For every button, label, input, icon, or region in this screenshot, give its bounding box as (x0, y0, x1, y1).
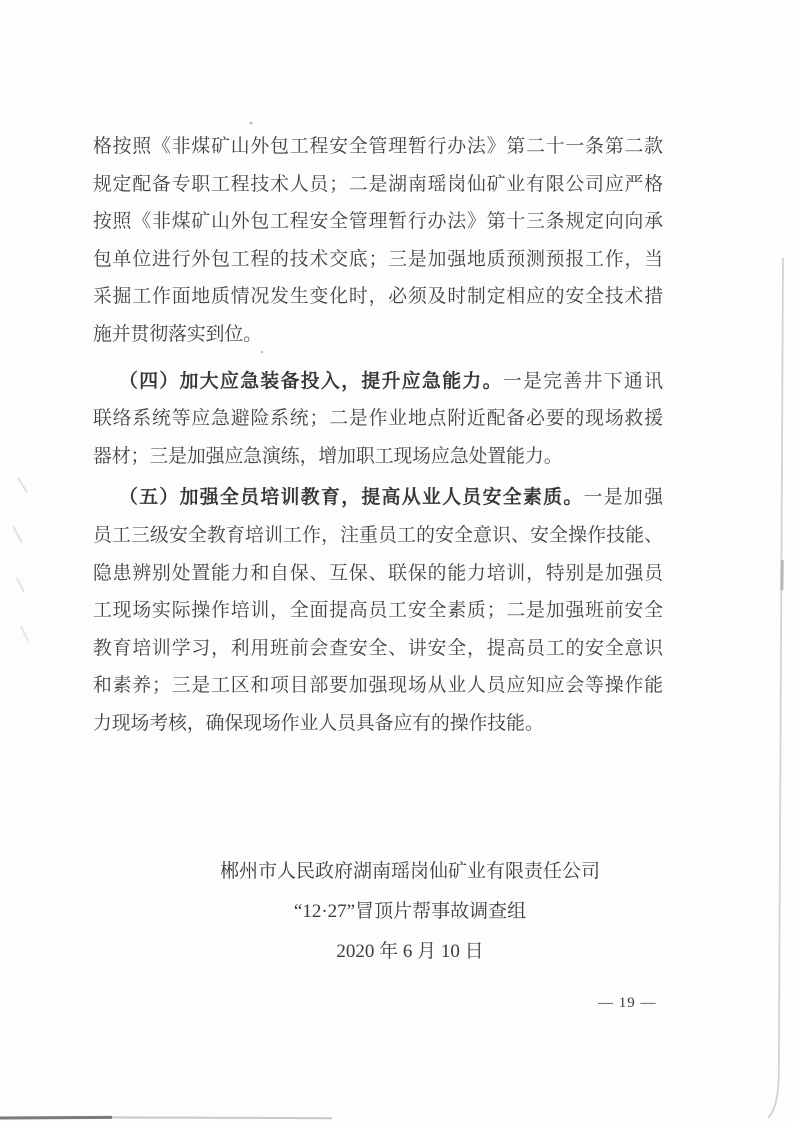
text-line (93, 278, 663, 316)
text-line (93, 438, 663, 476)
text-line (93, 705, 663, 743)
scan-edge-bottom-fade (112, 1117, 332, 1118)
scan-edge-bottom-dark (0, 1117, 112, 1118)
text-line (93, 316, 663, 354)
scan-smudge (17, 578, 24, 592)
text-segment: 隐患辨别处置能力和自保、互保、联保的能力培训，特别是加强员 (93, 562, 663, 584)
text-segment: 一是完善井下通讯 (502, 370, 663, 392)
text-line (93, 166, 663, 204)
scan-smudge (21, 626, 28, 641)
scan-smudge (18, 478, 27, 492)
para-4-emergency-capability (93, 363, 663, 476)
text-line (93, 517, 663, 555)
text-segment: 员工三级安全教育培训工作，注重员工的安全意识、安全操作技能、 (93, 524, 663, 546)
text-line (93, 630, 663, 668)
text-line (93, 400, 663, 438)
page-number: — 19 — (598, 995, 657, 1011)
text-line (93, 555, 663, 593)
signature-date-line: 2020 年 6 月 10 日 (336, 941, 484, 962)
scan-speck (250, 122, 253, 125)
text-line (93, 203, 663, 241)
text-segment: 器材；三是加强应急演练，增加职工现场应急处置能力。 (93, 445, 563, 467)
text-segment: 规定配备专职工程技术人员；二是湖南瑶岗仙矿业有限公司应严格 (93, 173, 663, 195)
para-rectification-measures (93, 128, 663, 354)
text-segment: 采掘工作面地质情况发生变化时，必须及时制定相应的安全技术措 (93, 286, 663, 308)
para-5-training-education (93, 479, 663, 742)
text-segment-bold: （四）加大应急装备投入，提升应急能力。 (119, 370, 503, 392)
scan-smudge (13, 526, 22, 543)
text-line (93, 479, 663, 517)
text-line (93, 592, 663, 630)
text-segment: 包单位进行外包工程的技术交底；三是加强地质预测预报工作，当 (93, 248, 663, 270)
text-segment: 按照《非煤矿山外包工程安全管理暂行办法》第十三条规定向向承 (93, 211, 663, 233)
text-segment: 一是加强 (583, 487, 663, 509)
text-segment: 力现场考核，确保现场作业人员具备应有的操作技能。 (93, 712, 544, 734)
signature-block (125, 852, 695, 972)
text-segment: 教育培训学习，利用班前会查安全、讲安全，提高员工的安全意识 (93, 637, 663, 659)
scan-edge-right (768, 258, 783, 1118)
text-segment: 和素养；三是工区和项目部要加强现场从业人员应知应会等操作能 (93, 675, 663, 697)
text-segment: 格按照《非煤矿山外包工程安全管理暂行办法》第二十一条第二款 (93, 136, 663, 157)
text-segment-bold: （五）加强全员培训教育，提高从业人员安全素质。 (119, 487, 584, 509)
signature-group-line: “12·27”冒顶片帮事故调查组 (293, 901, 527, 922)
text-segment: 联络系统等应急避险系统；二是作业地点附近配备必要的现场救援 (93, 408, 663, 430)
text-segment: 施并贯彻落实到位。 (93, 323, 263, 345)
text-segment: 工现场实际操作培训，全面提高员工安全素质；二是加强班前安全 (93, 600, 663, 622)
text-line (93, 241, 663, 279)
signature-org-line: 郴州市人民政府湖南瑶岗仙矿业有限责任公司 (219, 861, 600, 882)
text-line (93, 667, 663, 705)
text-line (93, 363, 663, 401)
text-line (93, 128, 663, 166)
document-body (93, 128, 663, 743)
